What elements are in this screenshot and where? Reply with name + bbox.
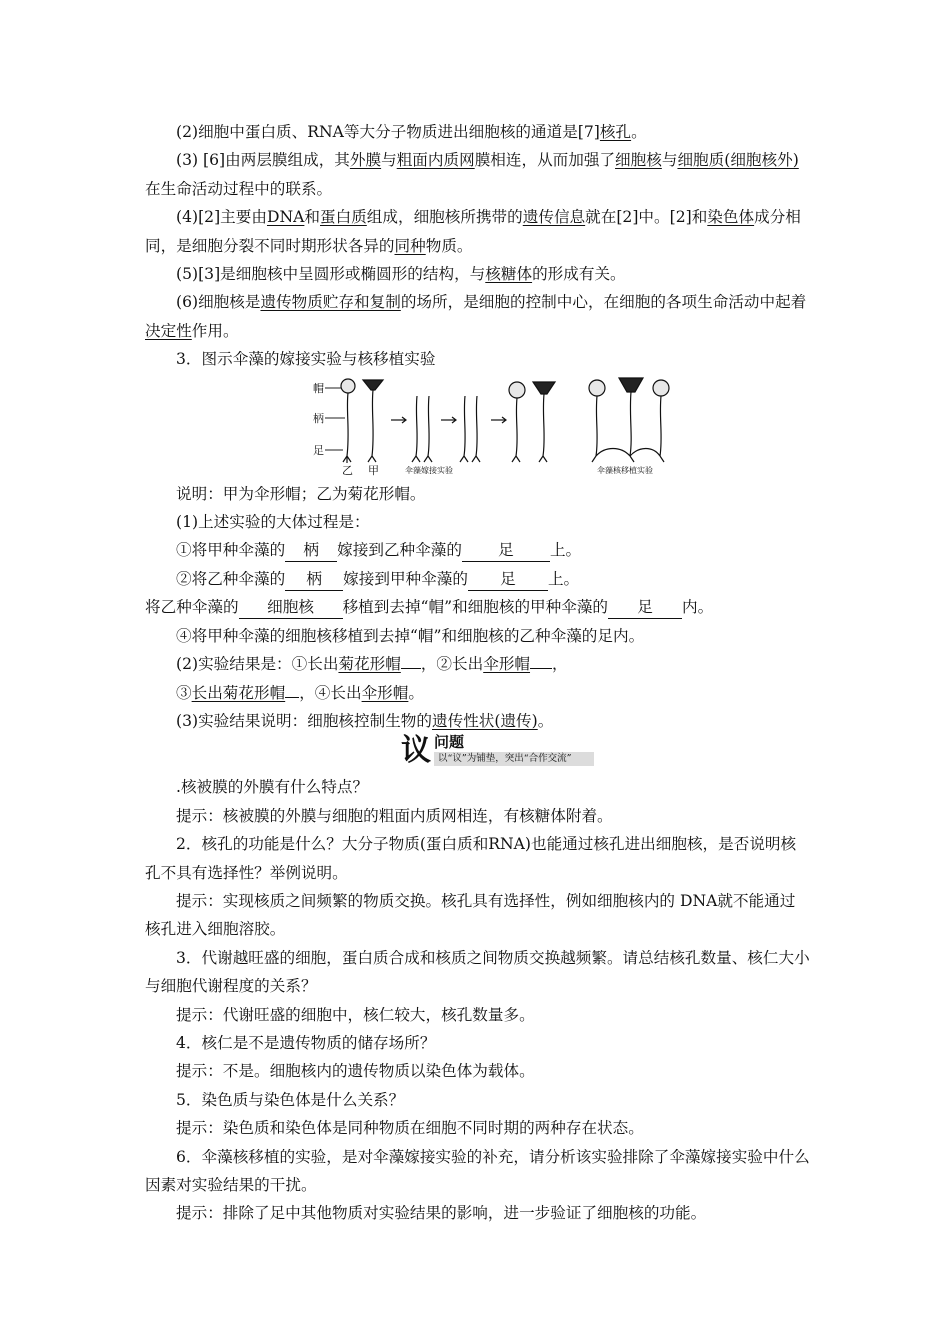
paragraph-chromatin (145, 203, 810, 260)
label-cap: 帽 (313, 381, 324, 395)
text: (3)实验结果说明：细胞核控制生物的 (176, 711, 432, 730)
question: 2．核孔的功能是什么？大分子物质(蛋白质和RNA)也能通过核孔进出细胞核，是否说明核孔不具有选择性？举例说明。 (145, 835, 797, 882)
answer-underline: 决定性 (145, 321, 192, 340)
label-stalk: 柄 (313, 411, 324, 425)
text: ，④长出 (299, 683, 362, 702)
answer-hint: 提示：染色质和染色体是同种物质在细胞不同时期的两种存在状态。 (176, 1119, 644, 1138)
answer-hint: 提示：实现核质之间频繁的物质交换。核孔具有选择性，例如细胞核内的 DNA就不能通过核孔进入细胞溶胶。 (145, 891, 796, 939)
acetabularia-figure (145, 376, 810, 476)
text: 将乙种伞藻的 (145, 598, 239, 617)
text: 内。 (682, 598, 714, 617)
acetabularia-diagram (305, 376, 705, 476)
label-foot: 足 (313, 443, 324, 457)
question-1-title: (1)上述实验的大体过程是： (176, 513, 370, 532)
answer-underline: 遗传性状(遗传) (432, 711, 538, 730)
text: 。 (408, 683, 424, 702)
text: 就在[2]中。[2]和 (585, 208, 708, 227)
text: 的场所，是细胞的控制中心，在细胞的各项生命活动中起着 (400, 293, 807, 312)
answer-blank: 柄 (285, 568, 343, 591)
banner-subtitle: 以“议”为铺垫，突出“合作交流” (438, 753, 572, 765)
answer-hint: 提示：核被膜的外膜与细胞的粗面内质网相连，有核糖体附着。 (176, 806, 613, 825)
answer-underline: 同种 (394, 236, 426, 255)
text: (4)[2]主要由 (176, 208, 267, 227)
text: 物质。 (425, 236, 473, 255)
text: 嫁接到甲种伞藻的 (343, 569, 468, 588)
qa-list (145, 773, 810, 1228)
answer-underline: 长出菊花形帽 (191, 683, 286, 702)
text: 与 (661, 151, 678, 170)
label-yi: 乙 (342, 463, 353, 476)
text: 上。 (549, 541, 582, 560)
paragraph-nucleus-function (145, 288, 810, 345)
label-jia: 甲 (368, 463, 379, 476)
answer-underline: 核孔 (599, 123, 632, 141)
text: 膜相连，从而加强了 (474, 151, 616, 170)
text: 嫁接到乙种伞藻的 (337, 541, 462, 560)
label-pointers (325, 388, 345, 450)
text: 在生命活动过程中的联系。 (145, 179, 333, 198)
result-2 (145, 679, 810, 707)
text: (5)[3]是细胞核中呈圆形或椭圆形的结构，与 (176, 265, 486, 284)
text: 作用。 (191, 321, 239, 340)
text: 移植到去掉“帽”和细胞核的甲种伞藻的 (342, 598, 609, 617)
document-page (145, 118, 810, 1228)
step-2 (145, 565, 810, 593)
text: 上。 (547, 569, 580, 588)
text: 成分相同，是细胞分裂不同时期形状各异的 (145, 208, 801, 255)
answer-blank: 足 (468, 568, 548, 591)
answer-underline: 染色体 (707, 208, 755, 227)
blank-tail (530, 652, 552, 669)
figure-note: 说明：甲为伞形帽；乙为菊花形帽。 (176, 484, 426, 503)
answer-blank: 柄 (285, 539, 337, 562)
discussion-banner (145, 733, 810, 773)
text: 和 (304, 208, 320, 227)
answer-hint: 提示：不是。细胞核内的遗传物质以染色体为载体。 (176, 1062, 535, 1081)
text: 与 (381, 151, 397, 170)
result-1 (145, 650, 810, 678)
paragraph-nuclear-envelope (145, 146, 810, 203)
blank-tail (401, 652, 421, 669)
answer-underline: 细胞核 (615, 151, 662, 170)
answer-underline: 粗面内质网 (396, 151, 475, 170)
question: 3．代谢越旺盛的细胞，蛋白质合成和核质之间物质交换越频繁。请总结核孔数量、核仁大小与细胞代谢程度的关系？ (145, 948, 810, 996)
answer-underline: 遗传物质贮存和复制 (260, 293, 401, 312)
text: (6)细胞核是 (176, 293, 261, 312)
step-1 (145, 536, 810, 564)
text: 组成，细胞核所携带的 (366, 208, 523, 227)
banner-title: 问题 (434, 733, 465, 752)
text: ①将甲种伞藻的 (176, 541, 286, 560)
answer-hint: 提示：代谢旺盛的细胞中，核仁较大，核孔数量多。 (176, 1005, 535, 1024)
answer-hint: 提示：排除了足中其他物质对实验结果的影响，进一步验证了细胞核的功能。 (176, 1204, 707, 1223)
text: ③ (176, 683, 192, 702)
question: 5．染色质与染色体是什么关系？ (176, 1090, 405, 1109)
answer-underline: 伞形帽 (483, 655, 531, 674)
section-title-acetabularia: 3．图示伞藻的嫁接实验与核移植实验 (176, 350, 436, 369)
text: 。 (537, 711, 554, 730)
answer-underline: 遗传信息 (522, 208, 586, 227)
algae-illustration (341, 378, 669, 463)
paragraph-nuclear-pore (145, 118, 810, 146)
text: 的形成有关。 (532, 265, 626, 284)
answer-underline: DNA (266, 208, 305, 227)
caption-graft: 伞藻嫁接实验 (405, 465, 453, 475)
blank-tail (285, 681, 299, 698)
banner-character: 议 (401, 733, 431, 769)
text: ，②长出 (420, 655, 484, 674)
paragraph-nucleolus (145, 260, 810, 288)
text: (3) [6]由两层膜组成，其 (176, 151, 350, 170)
step-4: ④将甲种伞藻的细胞核移植到去掉“帽”和细胞核的乙种伞藻的足内。 (176, 626, 645, 645)
question: 4．核仁是不是遗传物质的储存场所？ (176, 1033, 436, 1052)
answer-underline: 核糖体 (485, 265, 533, 284)
answer-underline: 外膜 (349, 151, 382, 170)
answer-blank: 足 (608, 596, 682, 619)
answer-underline: 蛋白质 (320, 208, 367, 227)
text: ， (552, 655, 568, 674)
answer-blank: 细胞核 (239, 596, 343, 619)
text: (2)细胞中蛋白质、RNA等大分子物质进出细胞核的通道是[7] (176, 123, 600, 141)
text: ②将乙种伞藻的 (176, 569, 286, 588)
answer-blank: 足 (462, 539, 550, 562)
question: .核被膜的外膜有什么特点？ (176, 778, 369, 797)
step-3 (145, 593, 810, 621)
caption-transplant: 伞藻核移植实验 (597, 465, 653, 475)
result-conclusion (145, 707, 810, 735)
answer-underline: 菊花形帽 (338, 655, 401, 674)
answer-underline: 伞形帽 (361, 683, 409, 702)
text: 。 (631, 123, 647, 141)
question: 6．伞藻核移植的实验，是对伞藻嫁接实验的补充，请分析该实验排除了伞藻嫁接实验中什么因素对实验结果的干扰。 (145, 1147, 810, 1194)
text: (2)实验结果是：①长出 (176, 655, 339, 674)
answer-underline: 细胞质(细胞核外) (677, 151, 799, 170)
